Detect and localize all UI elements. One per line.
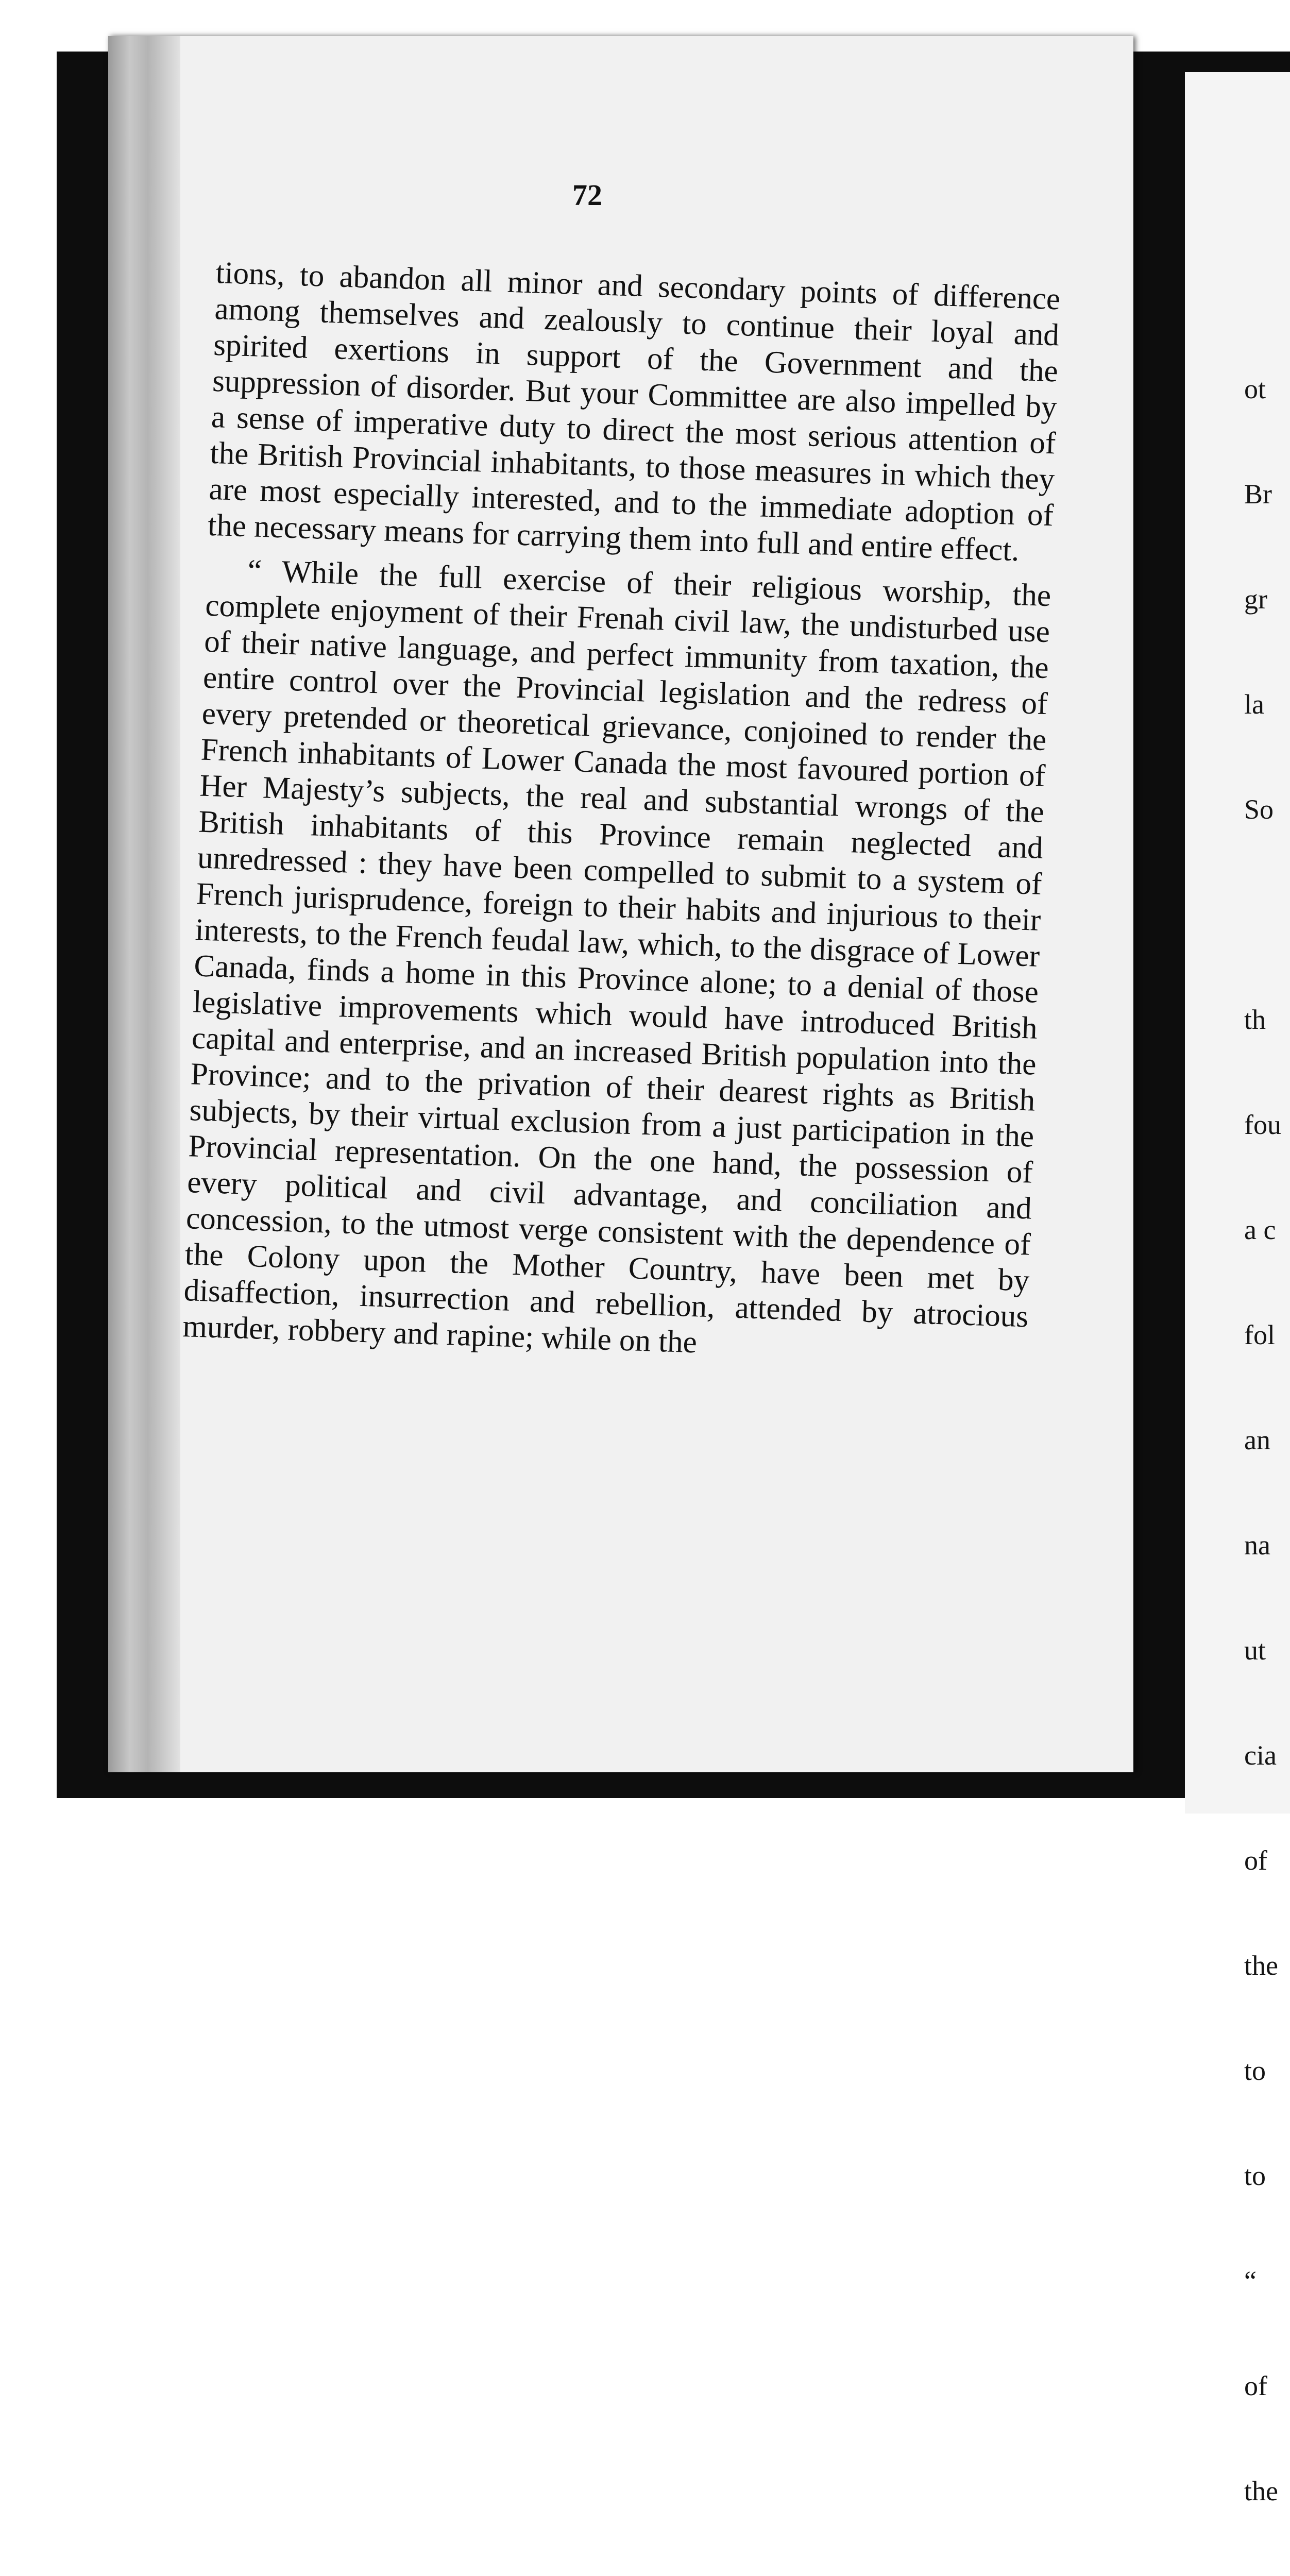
next-page-line [1244, 897, 1290, 932]
page-body [173, 255, 1061, 1672]
page-edge [108, 36, 180, 1772]
next-page-line: the [1244, 2476, 1278, 2506]
page-number: 72 [572, 178, 602, 212]
next-page-line: a c [1244, 1214, 1276, 1245]
next-page-line: of [1244, 2370, 1267, 2401]
paragraph: “ While the full exercise of their religious worship, the complete enjoyment of their Frenah civil law, the undisturbed use of their native language, and perfect immunity from taxation, the entire control over the Provincial legislation and the redress of every pretended or theoretical grievance, conjoined to render the French inhabitants of Lower Canada the most favoured portion of Her Majesty’s subjects, the real and substantial wrongs of the British inhabitants of this Province remain neglected and unredressed : they have been compelled to submit to a system of French jurisprudence, foreign to their habits and injurious to their interests, to the French feudal law, which, to the disgrace of Lower Canada, finds a home in this Province alone; to a denial of those legislative improvements which would have introduced British capital and enterprise, and an increased British population into the Province; and to the privation of their dearest rights as British subjects, by their virtual exclusion from a just participation in the Provincial representation. On the one hand, the possession of every political and civil advantage, and conciliation and concession, to the utmost verge consistent with the dependence of the Colony upon the Mother Country, have been met by disaffection, insurrection and rebellion, attended by atrocious murder, robbery and rapine; while on the [182, 553, 1052, 1360]
next-page-line: fol [1244, 1319, 1275, 1350]
next-page-text [1244, 301, 1290, 2576]
next-page-line: cia [1244, 1740, 1277, 1771]
next-page-line: to [1244, 2055, 1266, 2086]
paragraph: tions, to abandon all minor and secondary points of difference among themselves and zealously to continue their loyal and spirited exertions in support of the Government and the suppression of disorder. But your Committee are also impelled by a sense of imperative duty to direct the most serious attention of the British Provincial inhabitants, to those measures in which they are most especially interested, and to the immediate adoption of the necessary means for carrying them into full and entire effect. [207, 255, 1061, 568]
next-page-line: na [1244, 1530, 1270, 1561]
next-page-line: So [1244, 794, 1274, 825]
next-page-line: the [1244, 1950, 1278, 1981]
next-page-line: to [1244, 2160, 1266, 2191]
next-page-line: ot [1244, 374, 1266, 404]
next-page-line: of [1244, 1845, 1267, 1876]
next-page-line: Br [1244, 479, 1272, 510]
next-page-line: gr [1244, 584, 1267, 615]
next-page-line: fou [1244, 1109, 1281, 1140]
next-page-line: ut [1244, 1635, 1266, 1666]
next-page-line: “ [1244, 2265, 1257, 2296]
next-page-line: an [1244, 1425, 1270, 1455]
next-page-line: la [1244, 689, 1264, 720]
next-page-line: th [1244, 1004, 1266, 1035]
